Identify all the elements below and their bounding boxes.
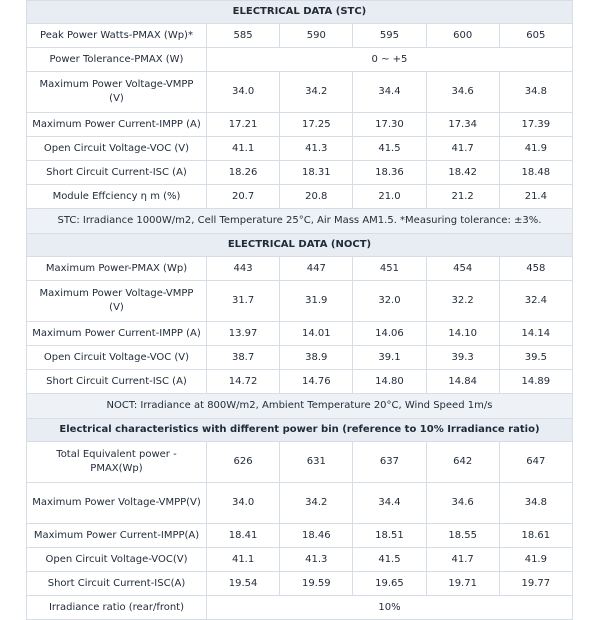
- table-cell: 41.5: [353, 548, 426, 572]
- table-cell: 14.80: [353, 370, 426, 394]
- table-cell: 31.9: [280, 281, 353, 322]
- table-cell: 626: [207, 442, 280, 483]
- table-cell: 18.26: [207, 161, 280, 185]
- table-cell: 34.4: [353, 483, 426, 524]
- table-cell: 14.06: [353, 322, 426, 346]
- section-header-stc: [27, 1, 573, 24]
- table-row: [27, 113, 573, 137]
- table-row: [27, 524, 573, 548]
- row-label: Total Equivalent power -PMAX(Wp): [27, 442, 207, 483]
- table-row: [27, 572, 573, 596]
- table-cell: 447: [280, 257, 353, 281]
- section-note-noct: [27, 394, 573, 419]
- table-row: [27, 596, 573, 620]
- table-cell: 585: [207, 24, 280, 48]
- table-cell: 18.36: [353, 161, 426, 185]
- table-row: [27, 370, 573, 394]
- table-cell: 17.30: [353, 113, 426, 137]
- table-cell: 32.0: [353, 281, 426, 322]
- table-cell: 34.0: [207, 483, 280, 524]
- row-label: Short Circuit Current-ISC (A): [27, 370, 207, 394]
- table-cell: 19.59: [280, 572, 353, 596]
- table-row: [27, 346, 573, 370]
- table-cell-span: 0 ~ +5: [207, 48, 573, 72]
- row-label: Short Circuit Current-ISC(A): [27, 572, 207, 596]
- table-cell: 41.9: [499, 548, 572, 572]
- row-label: Maximum Power Voltage-VMPP(V): [27, 483, 207, 524]
- table-cell: 14.72: [207, 370, 280, 394]
- table-cell: 41.9: [499, 137, 572, 161]
- row-label: Module Effciency η m (%): [27, 185, 207, 209]
- table-cell: 454: [426, 257, 499, 281]
- table-cell: 14.10: [426, 322, 499, 346]
- table-cell: 17.34: [426, 113, 499, 137]
- table-cell: 41.7: [426, 137, 499, 161]
- table-cell: 14.84: [426, 370, 499, 394]
- row-label: Irradiance ratio (rear/front): [27, 596, 207, 620]
- table-cell: 21.4: [499, 185, 572, 209]
- table-cell: 32.4: [499, 281, 572, 322]
- table-cell: 631: [280, 442, 353, 483]
- row-label: Peak Power Watts-PMAX (Wp)*: [27, 24, 207, 48]
- row-label: Open Circuit Voltage-VOC (V): [27, 137, 207, 161]
- table-cell: 41.1: [207, 137, 280, 161]
- table-cell: 20.7: [207, 185, 280, 209]
- row-label: Maximum Power Current-IMPP (A): [27, 113, 207, 137]
- table-row: [27, 548, 573, 572]
- table-cell: 39.3: [426, 346, 499, 370]
- row-label: Open Circuit Voltage-VOC (V): [27, 346, 207, 370]
- table-row: [27, 185, 573, 209]
- table-cell: 605: [499, 24, 572, 48]
- table-cell: 34.4: [353, 72, 426, 113]
- row-label: Maximum Power Current-IMPP (A): [27, 322, 207, 346]
- table-row: [27, 48, 573, 72]
- table-cell: 17.25: [280, 113, 353, 137]
- table-cell: 451: [353, 257, 426, 281]
- row-label: Maximum Power Current-IMPP(A): [27, 524, 207, 548]
- table-cell: 18.31: [280, 161, 353, 185]
- table-cell: 17.21: [207, 113, 280, 137]
- table-row: [27, 24, 573, 48]
- table-cell: 18.42: [426, 161, 499, 185]
- note-text: NOCT: Irradiance at 800W/m2, Ambient Temperature 20°C, Wind Speed 1m/s: [27, 394, 573, 419]
- table-cell: 18.46: [280, 524, 353, 548]
- table-cell: 20.8: [280, 185, 353, 209]
- table-cell: 13.97: [207, 322, 280, 346]
- table-row: [27, 442, 573, 483]
- table-cell: 32.2: [426, 281, 499, 322]
- section-title: ELECTRICAL DATA (STC): [27, 1, 573, 24]
- table-cell: 39.1: [353, 346, 426, 370]
- table-cell: 38.9: [280, 346, 353, 370]
- table-cell: 590: [280, 24, 353, 48]
- table-cell: 19.77: [499, 572, 572, 596]
- table-row: [27, 72, 573, 113]
- table-row: [27, 137, 573, 161]
- table-cell: 595: [353, 24, 426, 48]
- table-cell: 14.01: [280, 322, 353, 346]
- table-cell: 458: [499, 257, 572, 281]
- table-cell: 443: [207, 257, 280, 281]
- row-label: Maximum Power Voltage-VMPP (V): [27, 72, 207, 113]
- table-body: [27, 1, 573, 620]
- table-cell: 642: [426, 442, 499, 483]
- table-cell: 34.0: [207, 72, 280, 113]
- table-cell: 637: [353, 442, 426, 483]
- table-cell: 34.2: [280, 72, 353, 113]
- row-label: Open Circuit Voltage-VOC(V): [27, 548, 207, 572]
- section-title: ELECTRICAL DATA (NOCT): [27, 234, 573, 257]
- table-cell: 19.71: [426, 572, 499, 596]
- table-cell: 41.3: [280, 137, 353, 161]
- table-row: [27, 257, 573, 281]
- row-label: Maximum Power Voltage-VMPP (V): [27, 281, 207, 322]
- table-cell: 17.39: [499, 113, 572, 137]
- electrical-data-table: [26, 0, 573, 620]
- table-cell: 18.55: [426, 524, 499, 548]
- table-row: [27, 281, 573, 322]
- table-cell: 34.2: [280, 483, 353, 524]
- table-cell: 647: [499, 442, 572, 483]
- note-text: STC: Irradiance 1000W/m2, Cell Temperature 25°C, Air Mass AM1.5. *Measuring tolerance: ±3%.: [27, 209, 573, 234]
- table-cell: 19.65: [353, 572, 426, 596]
- table-cell: 21.2: [426, 185, 499, 209]
- table-cell: 18.61: [499, 524, 572, 548]
- table-cell: 21.0: [353, 185, 426, 209]
- row-label: Short Circuit Current-ISC (A): [27, 161, 207, 185]
- row-label: Power Tolerance-PMAX (W): [27, 48, 207, 72]
- table-row: [27, 483, 573, 524]
- table-cell: 14.76: [280, 370, 353, 394]
- table-cell: 41.3: [280, 548, 353, 572]
- table-cell: 41.1: [207, 548, 280, 572]
- table-cell: 19.54: [207, 572, 280, 596]
- section-header-noct: [27, 234, 573, 257]
- table-cell: 41.5: [353, 137, 426, 161]
- table-cell: 14.89: [499, 370, 572, 394]
- table-cell: 34.6: [426, 483, 499, 524]
- table-cell: 18.51: [353, 524, 426, 548]
- section-note-stc: [27, 209, 573, 234]
- table-cell-span: 10%: [207, 596, 573, 620]
- table-row: [27, 322, 573, 346]
- section-header-power-bin: [27, 419, 573, 442]
- table-cell: 34.8: [499, 72, 572, 113]
- table-cell: 600: [426, 24, 499, 48]
- table-cell: 39.5: [499, 346, 572, 370]
- table-cell: 18.48: [499, 161, 572, 185]
- row-label: Maximum Power-PMAX (Wp): [27, 257, 207, 281]
- table-cell: 38.7: [207, 346, 280, 370]
- table-row: [27, 161, 573, 185]
- section-title: Electrical characteristics with different power bin (reference to 10% Irradiance ratio): [27, 419, 573, 442]
- table-cell: 14.14: [499, 322, 572, 346]
- table-cell: 18.41: [207, 524, 280, 548]
- table-cell: 41.7: [426, 548, 499, 572]
- table-cell: 34.6: [426, 72, 499, 113]
- table-cell: 31.7: [207, 281, 280, 322]
- table-cell: 34.8: [499, 483, 572, 524]
